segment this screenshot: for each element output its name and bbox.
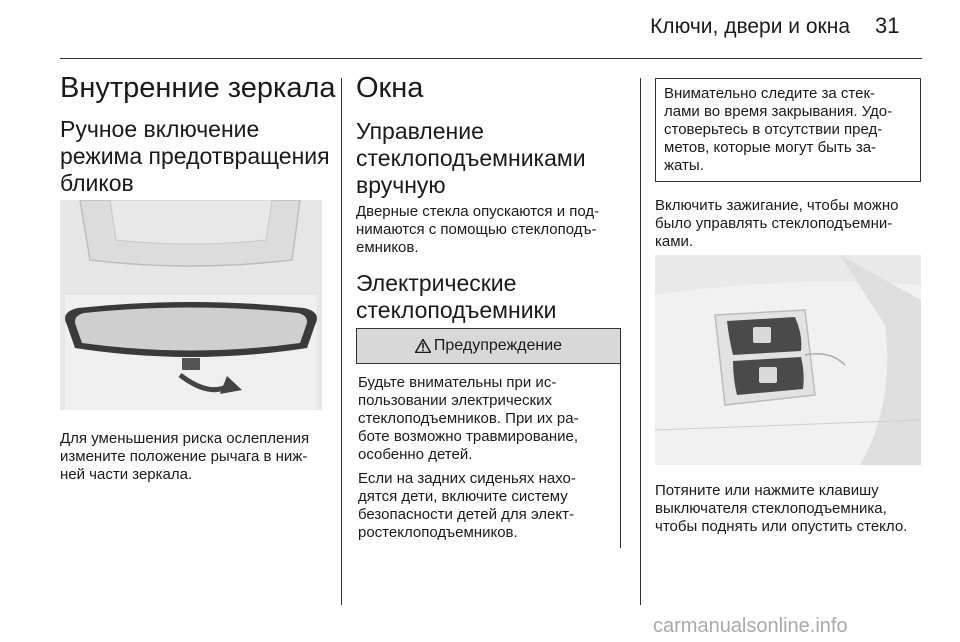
warning-paragraph: Будьте внимательны при ис- пользовании электрических стеклоподъемников. При их ра- боте возможно травмирование, особенно детей. xyxy=(358,374,579,463)
column-divider xyxy=(640,78,641,605)
switch-instruction-text: Потяните или нажмите клавишу выключателя стеклоподъемника, чтобы поднять или опустить стекло. xyxy=(655,482,908,535)
warning-triangle-icon xyxy=(415,339,431,353)
mirror-instruction-text: Для уменьшения риска ослепления измените положение рычага в ниж- ней части зеркала. xyxy=(60,430,310,483)
subsection-title-anti-glare: Ручное включение режима предотвращения бликов xyxy=(60,116,330,196)
ignition-text: Включить зажигание, чтобы можно было управлять стеклоподъемни- ками. xyxy=(655,197,899,250)
watermark: carmanualsonline.info xyxy=(653,615,848,637)
page-number: 31 xyxy=(875,13,900,38)
subsection-title-manual-windows: Управление стеклоподъемниками вручную xyxy=(356,118,586,198)
warning-paragraph: Если на задних сиденьях нахо- дятся дети, включите систему безопасности детей для элект- ростеклоподъемников. xyxy=(358,470,576,541)
warning-header xyxy=(356,328,621,364)
manual-windows-text: Дверные стекла опускаются и под- нимаются с помощью стеклоподъ- емников. xyxy=(356,203,600,256)
column-divider xyxy=(341,78,342,605)
warning-title: Предупреждение xyxy=(433,337,563,354)
subsection-title-power-windows: Электрические стеклоподъемники xyxy=(356,270,557,323)
header-rule xyxy=(60,58,922,59)
section-title-mirrors: Внутренние зеркала xyxy=(60,72,336,104)
rearview-mirror-illustration xyxy=(60,200,322,410)
header-title: Ключи, двери и окна xyxy=(650,15,850,38)
caution-text: Внимательно следите за стек- лами во время закрывания. Удо- стоверьтесь в отсутствии пред- метов, которые могут быть за- жаты. xyxy=(664,85,893,174)
warning-box xyxy=(356,328,621,548)
section-title-windows: Окна xyxy=(356,72,424,104)
caution-box xyxy=(655,78,921,182)
window-switch-illustration xyxy=(655,255,921,465)
